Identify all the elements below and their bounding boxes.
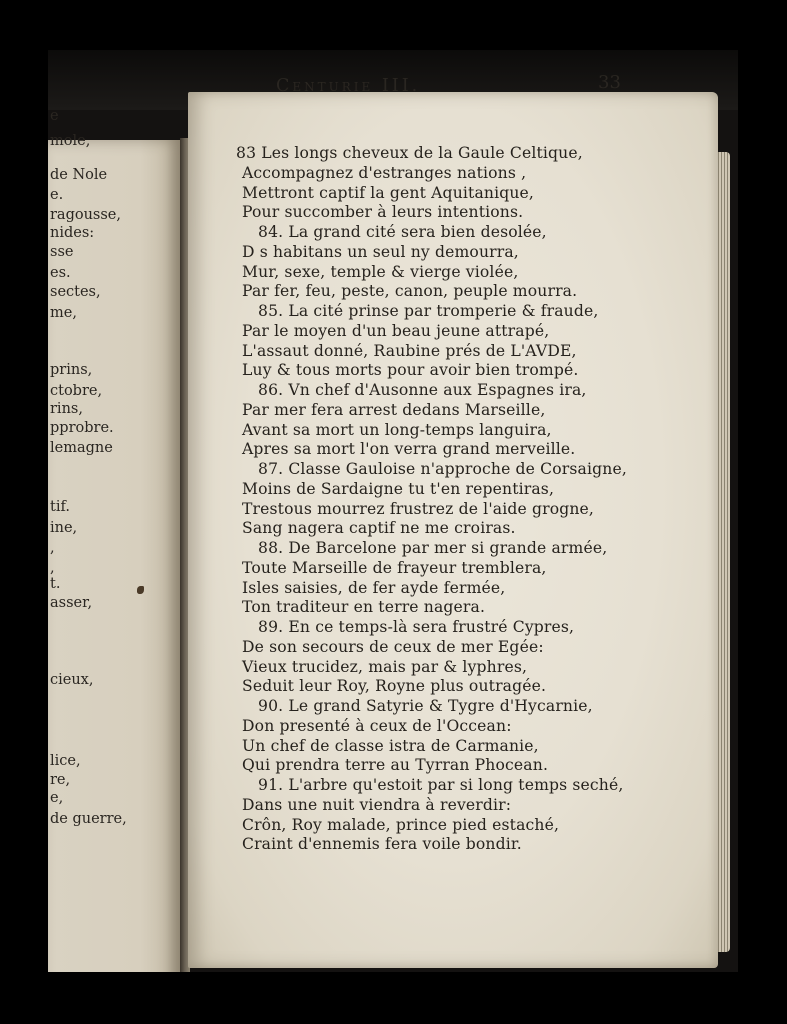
verse-line: Craint d'ennemis fera voile bondir. — [242, 835, 522, 854]
verse-line: De son secours de ceux de mer Egée: — [242, 637, 544, 656]
left-page-fragment: ragousse, — [50, 207, 121, 223]
verse-line: Dans une nuit viendra à reverdir: — [242, 795, 512, 814]
verse-line: 85. La cité prinse par tromperie & fraude, — [258, 302, 599, 320]
verse-line: 86. Vn chef d'Ausonne aux Espagnes ira, — [258, 381, 587, 399]
left-page-fragment: lice, — [50, 753, 81, 769]
verse-line: Un chef de classe istra de Carmanie, — [242, 736, 539, 755]
left-page-fragment: de Nole — [50, 167, 108, 183]
verse-line: 83 Les longs cheveux de la Gaule Celtique, — [236, 144, 583, 162]
verse-line: Par mer fera arrest dedans Marseille, — [242, 400, 546, 419]
verse-line: 88. De Barcelone par mer si grande armée, — [258, 539, 608, 557]
left-page-fragment: lemagne — [50, 440, 113, 456]
left-page-fragment: , — [50, 540, 55, 556]
left-page-fragment: pprobre. — [50, 420, 114, 436]
verse-line: L'assaut donné, Raubine prés de L'AVDE, — [242, 341, 577, 360]
left-page-fragment: es. — [50, 265, 71, 281]
left-page-fragment: nides: — [50, 225, 95, 241]
running-head: Centurie III. — [276, 76, 421, 96]
left-page-fragment: ine, — [50, 520, 78, 536]
verse-line: Crôn, Roy malade, prince pied estaché, — [242, 815, 560, 834]
verse-line: Vieux trucidez, mais par & lyphres, — [242, 657, 528, 676]
left-page-fragment: rins, — [50, 401, 83, 417]
left-page-fragment: e — [50, 108, 59, 124]
left-page-fragment: , — [50, 560, 55, 576]
verse-line: Par fer, feu, peste, canon, peuple mourra. — [242, 282, 578, 301]
verse-line: 84. La grand cité sera bien desolée, — [258, 223, 547, 241]
left-page-fragment: mole, — [50, 133, 91, 149]
left-page-fragment: e, — [50, 790, 64, 806]
verse-line: Ton traditeur en terre nagera. — [242, 598, 486, 617]
left-page-fragment: t. — [50, 576, 61, 592]
verse-line: Moins de Sardaigne tu t'en repentiras, — [242, 479, 555, 498]
left-page-fragment: tif. — [50, 499, 70, 515]
left-page-fragment: ctobre, — [50, 383, 103, 399]
left-page-fragment: asser, — [50, 595, 93, 611]
verse-line: 89. En ce temps-là sera frustré Cypres, — [258, 618, 575, 636]
verse-line: Don presenté à ceux de l'Occean: — [242, 716, 512, 735]
left-page-fragment: cieux, — [50, 672, 94, 688]
verse-line: D s habitans un seul ny demourra, — [242, 242, 519, 261]
ink-blot — [137, 586, 144, 594]
verse-line: Avant sa mort un long-temps languira, — [242, 420, 552, 439]
left-page-fragment: me, — [50, 305, 77, 321]
left-page-fragment: de guerre, — [50, 811, 127, 827]
verse-line: Isles saisies, de fer ayde fermée, — [242, 578, 506, 597]
verse-line: 91. L'arbre qu'estoit par si long temps seché, — [258, 776, 624, 794]
verse-line: Accompagnez d'estranges nations , — [242, 163, 527, 182]
verse-line: Seduit leur Roy, Royne plus outragée. — [242, 677, 547, 696]
verse-line: Pour succomber à leurs intentions. — [242, 203, 524, 222]
left-page-fragment: sectes, — [50, 284, 101, 300]
left-page-fragment: sse — [50, 244, 74, 260]
verse-line: Mettront captif la gent Aquitanique, — [242, 183, 535, 202]
verse-line: Mur, sexe, temple & vierge violée, — [242, 262, 519, 281]
verse-line: Toute Marseille de frayeur tremblera, — [242, 558, 547, 577]
verse-line: Qui prendra terre au Tyrran Phocean. — [242, 756, 549, 775]
page-number: 33 — [598, 72, 621, 93]
left-page-fragment: prins, — [50, 362, 93, 378]
verse-line: Sang nagera captif ne me croiras. — [242, 519, 516, 538]
verse-line: Apres sa mort l'on verra grand merveille. — [242, 440, 576, 459]
verse-line: Trestous mourrez frustrez de l'aide grogne, — [242, 499, 595, 518]
verse-line: 87. Classe Gauloise n'approche de Corsaigne, — [258, 460, 627, 478]
left-page-fragment: e. — [50, 187, 64, 203]
verse-line: 90. Le grand Satyrie & Tygre d'Hycarnie, — [258, 697, 593, 715]
left-page-fragment: re, — [50, 772, 71, 788]
verse-line: Luy & tous morts pour avoir bien trompé. — [242, 361, 579, 380]
verse-line: Par le moyen d'un beau jeune attrapé, — [242, 321, 550, 340]
